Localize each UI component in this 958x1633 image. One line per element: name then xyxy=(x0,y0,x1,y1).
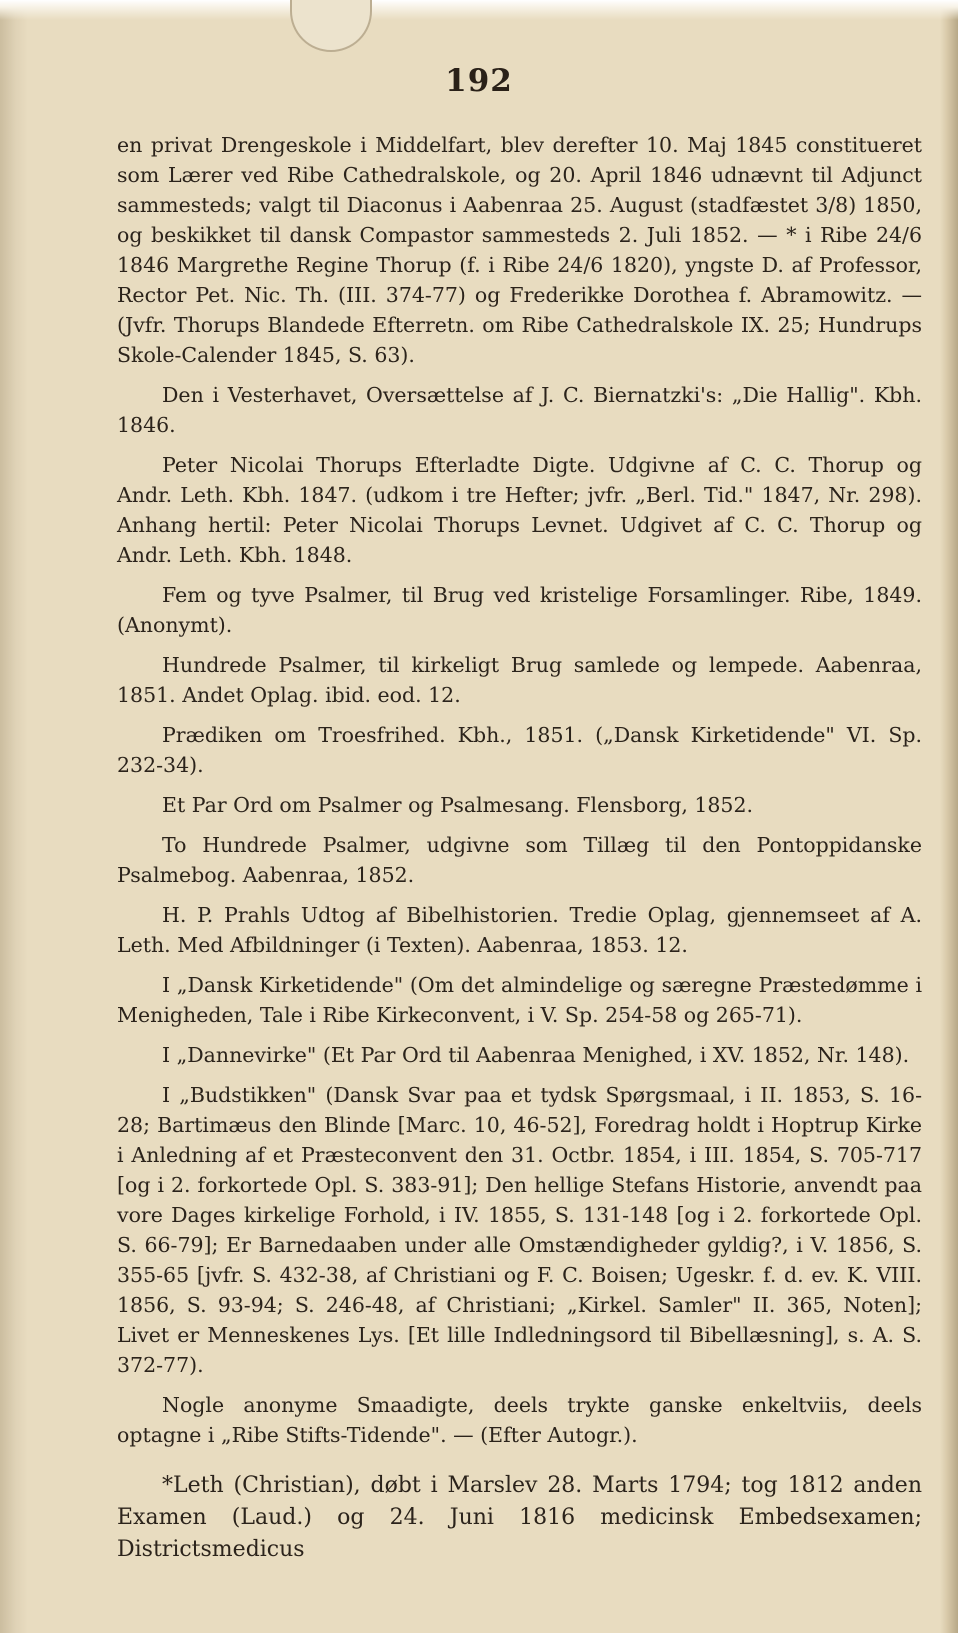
page-top-fold xyxy=(0,0,958,20)
paragraph-2: Den i Vesterhavet, Oversættelse af J. C. Biernatzki's: „Die Hallig". Kbh. 1846. xyxy=(117,383,922,437)
page-text xyxy=(117,130,922,1576)
paragraph-3: Peter Nicolai Thorups Efterladte Digte. Udgivne af C. C. Thorup og Andr. Leth. Kbh. 1847. (udkom i tre Hefter; jvfr. „Berl. Tid." 1847, Nr. 298). Anhang hertil: Peter Nicolai Thorups Levnet. Udgivet af C. C. Thorup og Andr. Leth. Kbh. 1848. xyxy=(117,453,922,567)
page-gutter-shadow xyxy=(0,0,28,1633)
page-clip xyxy=(290,0,372,52)
paragraph-1: en privat Drengeskole i Middelfart, blev derefter 10. Maj 1845 constitueret som Lærer ved Ribe Cathedralskole, og 20. April 1846 udnævnt til Adjunct sammesteds; valgt til Diaconus i Aabenraa 25. August (stadfæstet 3/8) 1850, og beskikket til dansk Compastor sammesteds 2. Juli 1852. — * i Ribe 24/6 1846 Margrethe Regine Thorup (f. i Ribe 24/6 1820), yngste D. af Professor, Rector Pet. Nic. Th. (III. 374-77) og Frederikke Dorothea f. Abramowitz. — (Jvfr. Thorups Blandede Efterretn. om Ribe Cathedralskole IX. 25; Hundrups Skole-Calender 1845, S. 63). xyxy=(117,133,922,367)
paragraph-6: Prædiken om Troesfrihed. Kbh., 1851. („Dansk Kirketidende" VI. Sp. 232-34). xyxy=(117,723,922,777)
paragraph-7: Et Par Ord om Psalmer og Psalmesang. Flensborg, 1852. xyxy=(162,793,754,817)
paragraph-8: To Hundrede Psalmer, udgivne som Tillæg til den Pontoppidanske Psalmebog. Aabenraa, 1852. xyxy=(117,833,922,887)
page-number: 192 xyxy=(445,63,513,99)
page-edge-shadow xyxy=(940,0,958,1633)
paragraph-9: H. P. Prahls Udtog af Bibelhistorien. Tredie Oplag, gjennemseet af A. Leth. Med Afbildninger (i Texten). Aabenraa, 1853. 12. xyxy=(117,903,922,957)
paragraph-5: Hundrede Psalmer, til kirkeligt Brug samlede og lempede. Aabenraa, 1851. Andet Oplag. ibid. eod. 12. xyxy=(117,653,922,707)
biography-entry: *Leth (Christian), døbt i Marslev 28. Marts 1794; tog 1812 anden Examen (Laud.) og 24. Juni 1816 medicinsk Embedsexamen; Districtsmedicus xyxy=(117,1473,922,1562)
paragraph-12: I „Budstikken" (Dansk Svar paa et tydsk Spørgsmaal, i II. 1853, S. 16-28; Bartimæus den Blinde [Marc. 10, 46-52], Foredrag holdt i Hoptrup Kirke i Anledning af et Præsteconvent den 31. Octbr. 1854, i III. 1854, S. 705-717 [og i 2. forkortede Opl. S. 383-91]; Den hellige Stefans Historie, anvendt paa vore Dages kirkelige Forhold, i IV. 1855, S. 131-148 [og i 2. forkortede Opl. S. 66-79]; Er Barnedaaben under alle Omstændigheder gyldig?, i V. 1856, S. 355-65 [jvfr. S. 432-38, af Christiani og F. C. Boisen; Ugeskr. f. d. ev. K. VIII. 1856, S. 93-94; S. 246-48, af Christiani; „Kirkel. Samler" II. 365, Noten]; Livet er Menneskenes Lys. [Et lille Indledningsord til Bibellæsning], s. A. S. 372-77). xyxy=(117,1083,922,1377)
paragraph-11: I „Dannevirke" (Et Par Ord til Aabenraa Menighed, i XV. 1852, Nr. 148). xyxy=(162,1043,910,1067)
paragraph-4: Fem og tyve Psalmer, til Brug ved kristelige Forsamlinger. Ribe, 1849. (Anonymt). xyxy=(117,583,922,637)
paragraph-13: Nogle anonyme Smaadigte, deels trykte ganske enkeltviis, deels optagne i „Ribe Stifts-Tidende". — (Efter Autogr.). xyxy=(117,1393,922,1447)
paragraph-10: I „Dansk Kirketidende" (Om det almindelige og særegne Præstedømme i Menigheden, Tale i Ribe Kirkeconvent, i V. Sp. 254-58 og 265-71). xyxy=(117,973,922,1027)
